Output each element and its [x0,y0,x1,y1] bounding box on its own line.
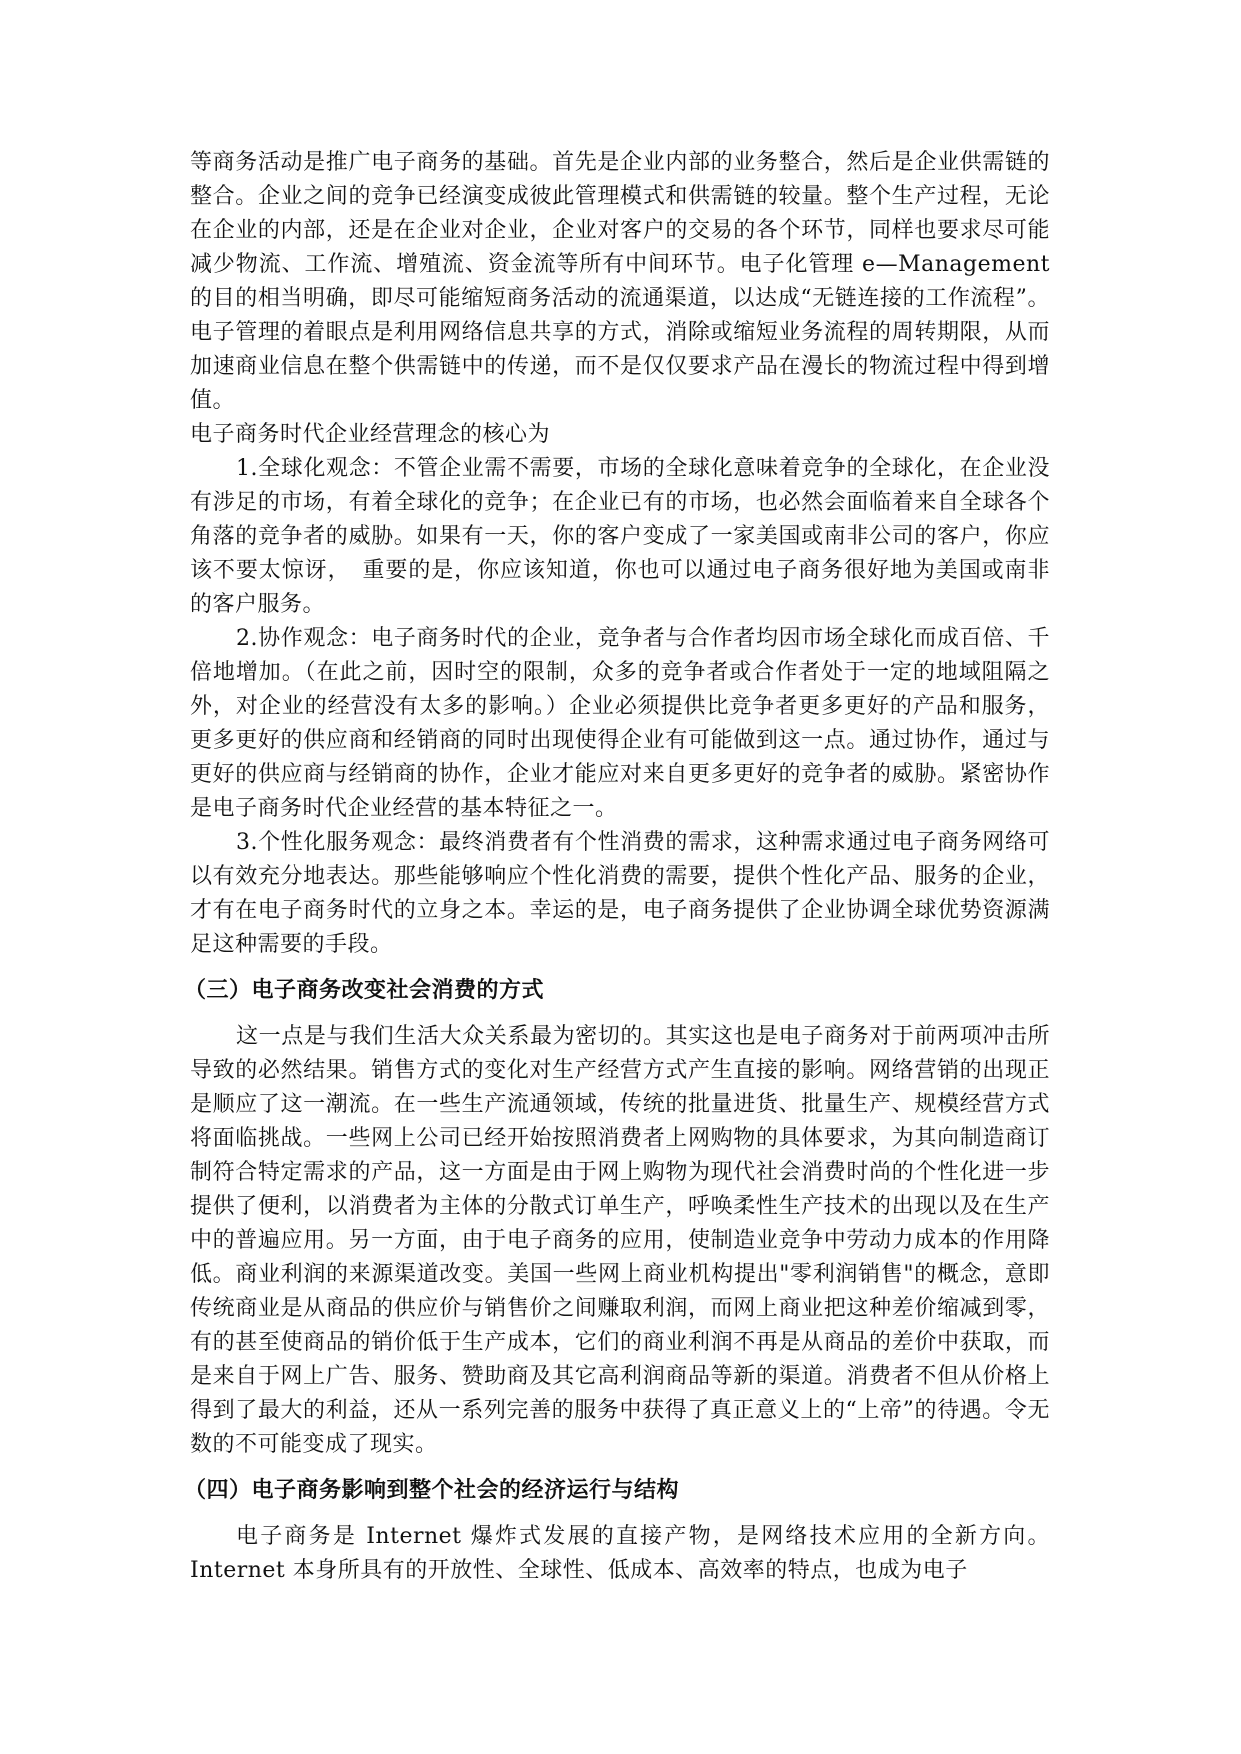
paragraph-globalization: 1.全球化观念：不管企业需不需要，市场的全球化意味着竞争的全球化，在企业没有涉足的市场，有着全球化的竞争；在企业已有的市场，也必然会面临着来自全球各个角落的竞争者的威胁。如果有一天，你的客户变成了一家美国或南非公司的客户，你应该不要太惊讶， 重要的是，你应该知道，你也可以通过电子商务很好地为美国或南非的客户服务。 [190,456,1050,617]
document-page [184,146,1050,1588]
paragraph-personalized-service: 3.个性化服务观念：最终消费者有个性消费的需求，这种需求通过电子商务网络可以有效充分地表达。那些能够响应个性化消费的需要，提供个性化产品、服务的企业，才有在电子商务时代的立身之本。幸运的是，电子商务提供了企业协调全球优势资源满足这种需要的手段。 [190,830,1050,957]
paragraph-consumption: 这一点是与我们生活大众关系最为密切的。其实这也是电子商务对于前两项冲击所导致的必然结果。销售方式的变化对生产经营方式产生直接的影响。网络营销的出现正是顺应了这一潮流。在一些生产流通领域，传统的批量进货、批量生产、规模经营方式将面临挑战。一些网上公司已经开始按照消费者上网购物的具体要求，为其向制造商订制符合特定需求的产品，这一方面是由于网上购物为现代社会消费时尚的个性化进一步提供了便利，以消费者为主体的分散式订单生产，呼唤柔性生产技术的出现以及在生产中的普遍应用。另一方面，由于电子商务的应用，使制造业竞争中劳动力成本的作用降低。商业利润的来源渠道改变。美国一些网上商业机构提出"零利润销售"的概念，意即传统商业是从商品的供应价与销售价之间赚取利润，而网上商业把这种差价缩减到零，有的甚至使商品的销价低于生产成本，它们的商业利润不再是从商品的差价中获取，而是来自于网上广告、服务、赞助商及其它高利润商品等新的渠道。消费者不但从价格上得到了最大的利益，还从一系列完善的服务中获得了真正意义上的“上帝”的待遇。令无数的不可能变成了现实。 [190,1024,1050,1457]
paragraph-supply-chain: 等商务活动是推广电子商务的基础。首先是企业内部的业务整合，然后是企业供需链的整合。企业之间的竞争已经演变成彼此管理模式和供需链的较量。整个生产过程，无论在企业的内部，还是在企业对企业，企业对客户的交易的各个环节，同样也要求尽可能减少物流、工作流、增殖流、资金流等所有中间环节。电子化管理 e—Management 的目的相当明确，即尽可能缩短商务活动的流通渠道，以达成“无链连接的工作流程”。电子管理的着眼点是利用网络信息共享的方式，消除或缩短业务流程的周转期限，从而加速商业信息在整个供需链中的传递，而不是仅仅要求产品在漫长的物流过程中得到增值。 [190,150,1050,413]
section-heading-economy: （四）电子商务影响到整个社会的经济运行与结构 [184,1478,680,1503]
paragraph-core-concepts-intro: 电子商务时代企业经营理念的核心为 [190,422,551,447]
paragraph-internet: 电子商务是 Internet 爆炸式发展的直接产物，是网络技术应用的全新方向。Internet 本身所具有的开放性、全球性、低成本、高效率的特点，也成为电子 [190,1524,1050,1583]
paragraph-collaboration: 2.协作观念：电子商务时代的企业，竞争者与合作者均因市场全球化而成百倍、千倍地增加。（在此之前，因时空的限制，众多的竞争者或合作者处于一定的地域阻隔之外，对企业的经营没有太多的影响。）企业必须提供比竞争者更多更好的产品和服务，更多更好的供应商和经销商的同时出现使得企业有可能做到这一点。通过协作，通过与更好的供应商与经销商的协作，企业才能应对来自更多更好的竞争者的威胁。紧密协作是电子商务时代企业经营的基本特征之一。 [190,626,1050,821]
section-heading-consumption: （三）电子商务改变社会消费的方式 [184,978,545,1003]
